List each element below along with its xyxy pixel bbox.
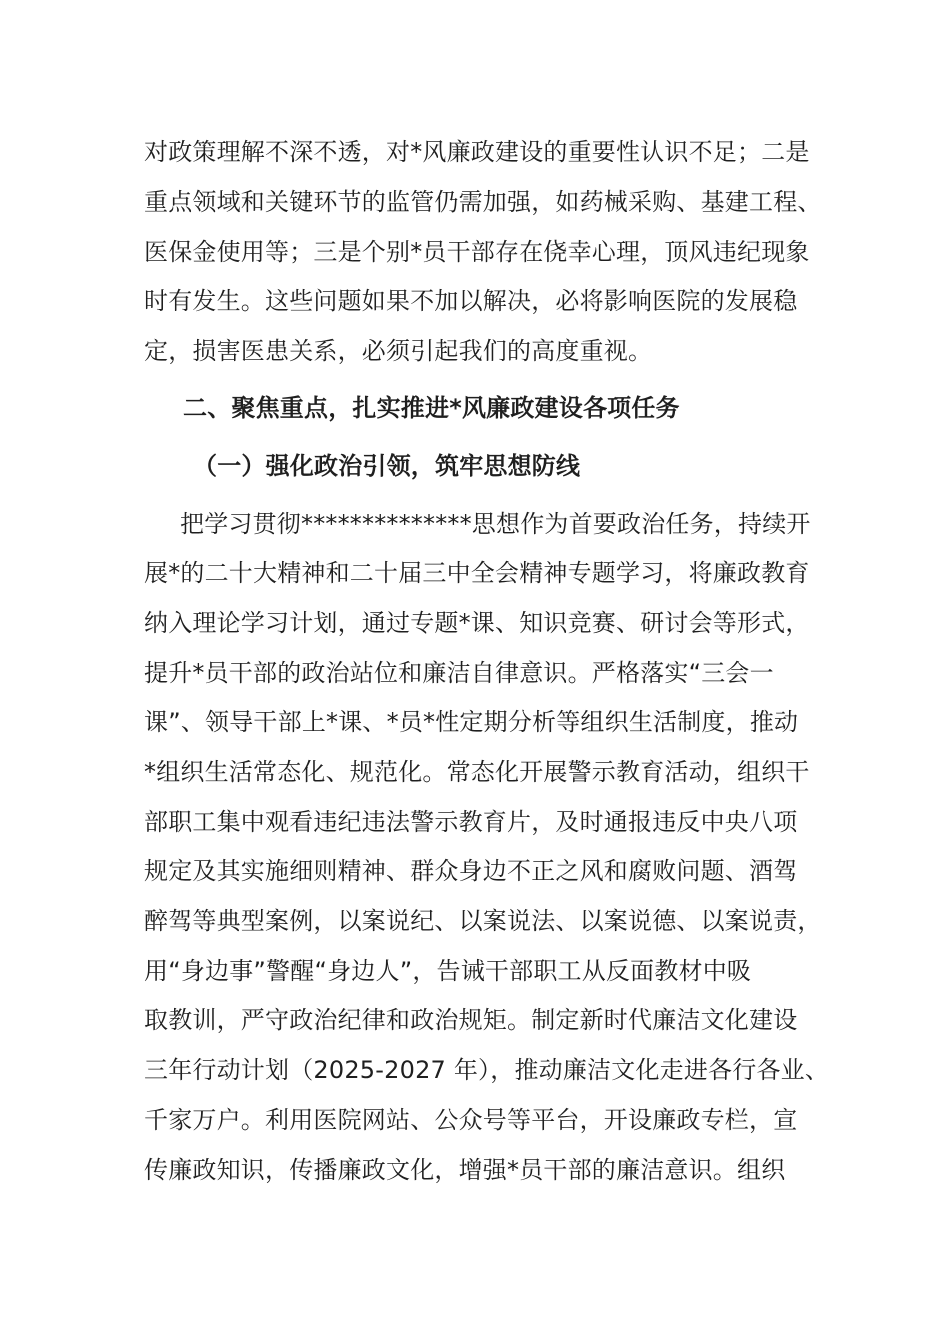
paragraph-line: 展*的二十大精神和二十届三中全会精神专题学习，将廉政教育 [144,559,810,587]
paragraph-line: 纳入理论学习计划，通过专题*课、知识竞赛、研讨会等形式， [144,609,810,637]
subsection-heading: （一）强化政治引领，筑牢思想防线 [193,452,581,480]
paragraph-line: 传廉政知识，传播廉政文化，增强*员干部的廉洁意识。组织 [144,1156,786,1184]
paragraph-line: 时有发生。这些问题如果不加以解决，必将影响医院的发展稳 [144,287,798,315]
paragraph-line: 规定及其实施细则精神、群众身边不正之风和腐败问题、酒驾 [144,857,798,885]
paragraph-line: 部职工集中观看违纪违法警示教育片，及时通报违反中央八项 [144,808,798,836]
paragraph-line: 对政策理解不深不透，对*风廉政建设的重要性认识不足；二是 [144,138,810,166]
paragraph-line: 把学习贯彻**************思想作为首要政治任务，持续开 [180,510,811,538]
paragraph-line: 医保金使用等；三是个别*员干部存在侥幸心理，顶风违纪现象 [144,238,810,266]
paragraph-line: 提升*员干部的政治站位和廉洁自律意识。严格落实“三会一 [144,659,774,687]
paragraph-line: 千家万户。利用医院网站、公众号等平台，开设廉政专栏，宣 [144,1106,798,1134]
paragraph-line: 取教训，严守政治纪律和政治规矩。制定新时代廉洁文化建设 [144,1006,798,1034]
paragraph-line: 三年行动计划（2025-2027 年），推动廉洁文化走进各行各业、 [144,1056,830,1084]
paragraph-line: 重点领域和关键环节的监管仍需加强，如药械采购、基建工程、 [144,188,822,216]
paragraph-line: 课”、领导干部上*课、*员*性定期分析等组织生活制度，推动 [144,708,799,736]
section-heading: 二、聚焦重点，扎实推进*风廉政建设各项任务 [183,394,680,422]
paragraph-line: 醉驾等典型案例，以案说纪、以案说法、以案说德、以案说责， [144,907,822,935]
paragraph-line: 用“身边事”警醒“身边人”，告诫干部职工从反面教材中吸 [144,957,752,985]
paragraph-line: *组织生活常态化、规范化。常态化开展警示教育活动，组织干 [144,758,810,786]
paragraph-line: 定，损害医患关系，必须引起我们的高度重视。 [144,337,653,365]
